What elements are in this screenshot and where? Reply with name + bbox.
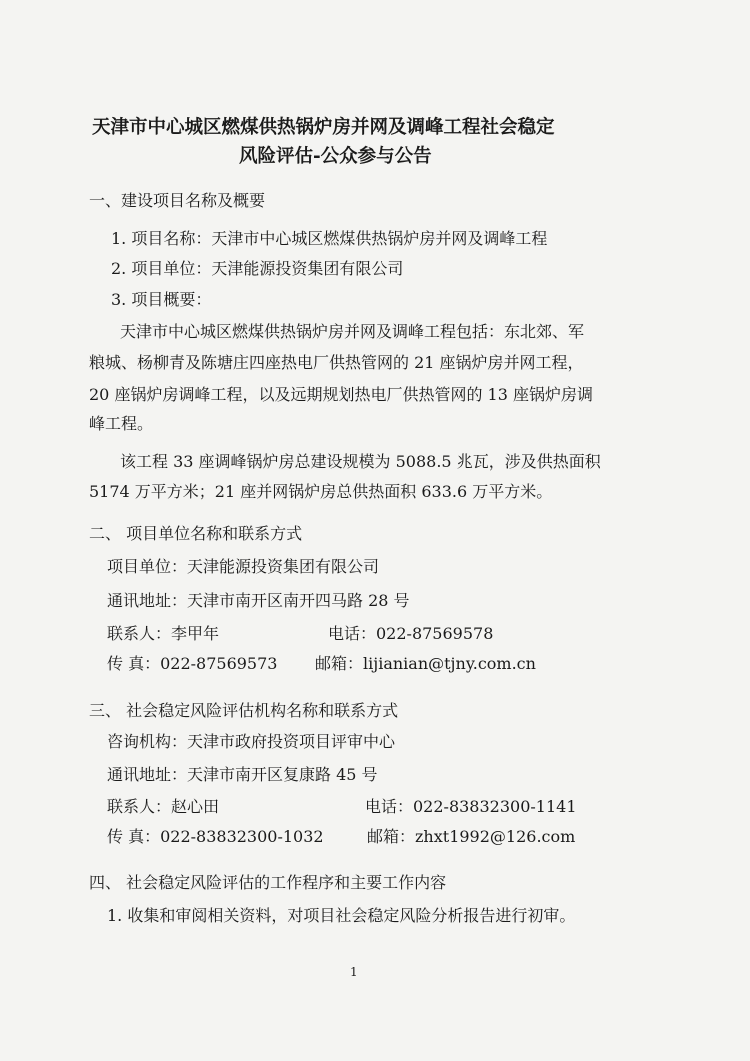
section-3-heading: 三、 社会稳定风险评估机构名称和联系方式 (89, 701, 399, 720)
title-line-1: 天津市中心城区燃煤供热锅炉房并网及调峰工程社会稳定 (92, 117, 555, 138)
agency-fax: 传 真：022-83832300-1032 (107, 827, 324, 846)
agency-address: 通讯地址：天津市南开区复康路 45 号 (107, 765, 378, 784)
title-line-2: 风险评估-公众参与公告 (239, 146, 432, 167)
procedure-item-1: 1. 收集和审阅相关资料，对项目社会稳定风险分析报告进行初审。 (107, 906, 576, 925)
overview-paragraph-line: 天津市中心城区燃煤供热锅炉房并网及调峰工程包括：东北郊、军 (120, 322, 585, 341)
overview-paragraph-line: 峰工程。 (89, 414, 154, 433)
section-1-heading: 一、建设项目名称及概要 (89, 191, 266, 210)
overview-paragraph-line: 20 座锅炉房调峰工程，以及远期规划热电厂供热管网的 13 座锅炉房调 (89, 385, 593, 404)
project-unit: 2. 项目单位：天津能源投资集团有限公司 (111, 259, 404, 278)
overview-paragraph-line: 粮城、杨柳青及陈塘庄四座热电厂供热管网的 21 座锅炉房并网工程， (89, 353, 584, 372)
page-number: 1 (350, 965, 358, 979)
unit-address: 通讯地址：天津市南开区南开四马路 28 号 (107, 591, 410, 610)
agency-name: 咨询机构：天津市政府投资项目评审中心 (107, 732, 396, 751)
unit-fax: 传 真：022-87569573 (107, 654, 278, 673)
section-2-heading: 二、 项目单位名称和联系方式 (89, 524, 303, 543)
unit-contact: 联系人：李甲年 (107, 624, 220, 643)
unit-phone: 电话：022-87569578 (328, 624, 494, 643)
section-4-heading: 四、 社会稳定风险评估的工作程序和主要工作内容 (89, 873, 447, 892)
unit-name: 项目单位：天津能源投资集团有限公司 (107, 557, 380, 576)
scale-paragraph-line: 5174 万平方米；21 座并网锅炉房总供热面积 633.6 万平方米。 (89, 482, 553, 501)
scale-paragraph-line: 该工程 33 座调峰锅炉房总建设规模为 5088.5 兆瓦，涉及供热面积 (120, 452, 601, 471)
project-name: 1. 项目名称：天津市中心城区燃煤供热锅炉房并网及调峰工程 (111, 229, 548, 248)
unit-email: 邮箱：lijianian@tjny.com.cn (315, 654, 536, 673)
agency-phone: 电话：022-83832300-1141 (365, 797, 577, 816)
agency-contact: 联系人：赵心田 (107, 797, 220, 816)
project-overview-label: 3. 项目概要： (111, 290, 212, 309)
agency-email: 邮箱：zhxt1992@126.com (367, 827, 576, 846)
